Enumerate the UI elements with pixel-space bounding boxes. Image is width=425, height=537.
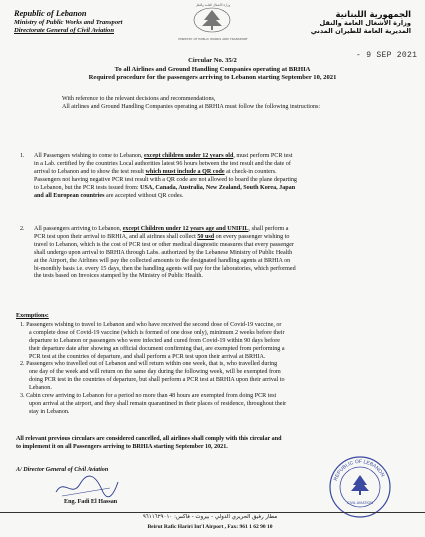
- exemptions-heading: Exemptions:: [16, 313, 49, 319]
- seal-inner-text: CIVIL AVIATION: [347, 501, 373, 505]
- instruction-item-1: [34, 153, 414, 200]
- official-seal-stamp: [328, 455, 392, 519]
- header-directorate-ar: المديرية العامة للطيران المدني: [310, 27, 411, 35]
- handwritten-signature: [52, 474, 122, 500]
- header-country-en: Republic of Lebanon: [14, 9, 87, 18]
- emphasis: and all European countries: [34, 192, 105, 199]
- text: stay in Lebanon.: [29, 408, 70, 415]
- text: a complete dose of Covid-19 vaccine (which is formed of one dose only), minimum 2 weeks before their: [29, 329, 285, 336]
- footer-address-en: Beirut Rafic Hariri Int'l Airport , Fax: 961 1 62 90 10: [147, 524, 273, 530]
- exemption-3: [16, 393, 414, 417]
- signatory-title: A/ Director General of Civil Aviation: [16, 467, 109, 473]
- intro-paragraph: [62, 96, 412, 112]
- text: doing PCR test in the countries of departure, but shall perform a PCR test at BRHIA upon their arrival to: [29, 377, 285, 384]
- text: upon arrival at the airport, and they shall remain quarantined in their places of residence, throughout their: [29, 400, 287, 407]
- date-stamp: - 9 SEP 2021: [356, 51, 418, 60]
- text: 1. Passengers wishing to travel to Lebanon and who have received the second dose of Covid-19 vaccine, or: [20, 321, 282, 328]
- footer-address-ar: مطار رفيق الحريري الدولي - بيروت - فاكس: ٩٦١١٦٢٩٠١٠: [142, 514, 278, 520]
- signatory-name: Eng. Fadi El Hassan: [64, 499, 118, 505]
- circular-title: [20, 57, 405, 83]
- header-right: [261, 9, 411, 35]
- header-left: [14, 9, 174, 35]
- text: the tests based on Invoices stamped by the Ministry of Public Health.: [34, 273, 203, 280]
- text: at the Airport, the Airlines will pay the collected amounts to the designated handling agents at BRHIA on: [34, 257, 291, 264]
- text: All Passengers wishing to come to Lebanon,: [34, 153, 145, 159]
- text: 2. Passengers who travelled out of Lebanon and will return within one week, that is, who travelled during: [20, 361, 278, 368]
- text: PCR test upon their arrival to BRHIA, and all airlines shall collect: [34, 233, 198, 240]
- text: , shall perform a: [248, 226, 289, 232]
- emphasis: which must include a QR code: [145, 168, 225, 175]
- text: on every passenger wishing to: [214, 233, 290, 240]
- header-ministry-en: Ministry of Public Works and Transport: [14, 19, 123, 26]
- text: Passengers not having negative PCR test result with a QR code are not allowed to board the plane departing: [34, 176, 297, 183]
- circular-addressee: To all Airlines and Ground Handling Companies operating at BRHIA: [114, 65, 311, 73]
- circular-subject: Required procedure for the passengers arriving to Lebanon starting September 10, 2021: [88, 74, 337, 82]
- text: in a Lab. certified by the countries Local authorities latest 96 hours between the test result and the date of: [34, 160, 291, 167]
- emblem-top-text: وزارة الأشغال العامة والنقل: [195, 3, 231, 7]
- text: to Lebanon, but the PCR tests issued from:: [34, 184, 141, 191]
- item-number: 1.: [20, 153, 25, 159]
- intro-line: All airlines and Ground Handling Companies operating at BRHIA must follow the following instructions:: [62, 103, 321, 110]
- exemption-2: [16, 361, 414, 393]
- text: Lebanon.: [29, 385, 52, 392]
- seal-outer-text: REPUBLIC OF LEBANON: [332, 458, 386, 482]
- text: All passengers arriving to Lebanon,: [34, 226, 123, 232]
- text: shall undergo upon arrival to BRHIA through Labs. authorized by the Lebanese Ministry of Public Health: [34, 249, 293, 256]
- text: at check-in counters.: [224, 168, 277, 175]
- emphasis: except Children under 12 years age and UNIFIL: [122, 226, 249, 232]
- closing-paragraph: [16, 436, 414, 452]
- cedar-emblem-icon: [184, 4, 240, 36]
- emblem-bottom-text: MINISTRY OF PUBLIC WORKS AND TRANSPORT: [178, 37, 248, 41]
- footer-divider: [0, 512, 425, 513]
- text: their departure date after showing an official document confirming that, are exempted from performing a: [29, 345, 285, 352]
- text: are accepted without QR codes.: [104, 192, 184, 199]
- text: PCR test at the countries of departure, and shall perform a PCR test upon their arrival at BRHIA.: [29, 353, 266, 360]
- text: bi-monthly basis i.e. every 15 days, then the handling agents will pay for the laboratories, which performed: [34, 265, 296, 272]
- emphasis: 50 usd: [197, 233, 215, 240]
- exemptions-section: [16, 313, 414, 417]
- text: , must perform PCR test: [233, 153, 293, 159]
- emphasis: except children under 12 years old: [144, 153, 234, 159]
- emphasis: USA, Canada, Australia, New Zealand, South Korea, Japan: [140, 184, 296, 191]
- text: travel to Lebanon, which is the cost of PCR test or other medical diagnostic measures that every passenger: [34, 241, 294, 248]
- circular-number: Circular No. 35/2: [188, 57, 237, 64]
- header-ministry-ar: وزارة الأشغال العامة والنقل: [319, 19, 411, 27]
- item-number: 2.: [20, 226, 25, 232]
- text: one day of the week and will return on the same day during the following week, will be exempted from: [29, 369, 281, 376]
- text: departure to Lebanon or passengers who were infected and cured from Covid-19 within 90 days before: [29, 337, 280, 344]
- header-directorate-en: Directorate General of Civil Aviation: [14, 27, 114, 34]
- instruction-item-2: [34, 226, 414, 281]
- text: to implement it on all Passengers arriving to BRHIA starting September 10, 2021.: [16, 443, 228, 450]
- text: All relevant previous circulars are considered cancelled, all airlines shall comply with this circular and: [16, 436, 282, 442]
- exemption-1: [16, 322, 414, 362]
- intro-line: With reference to the relevant decisions and recommendations,: [62, 96, 216, 102]
- text: arrival to Lebanon and to show the test result: [34, 168, 146, 175]
- header-country-ar: الجمهورية اللبنانية: [335, 9, 411, 19]
- text: 3. Cabin crew arriving to Lebanon for a period no more than 48 hours are exempted from doing PCR test: [20, 393, 277, 400]
